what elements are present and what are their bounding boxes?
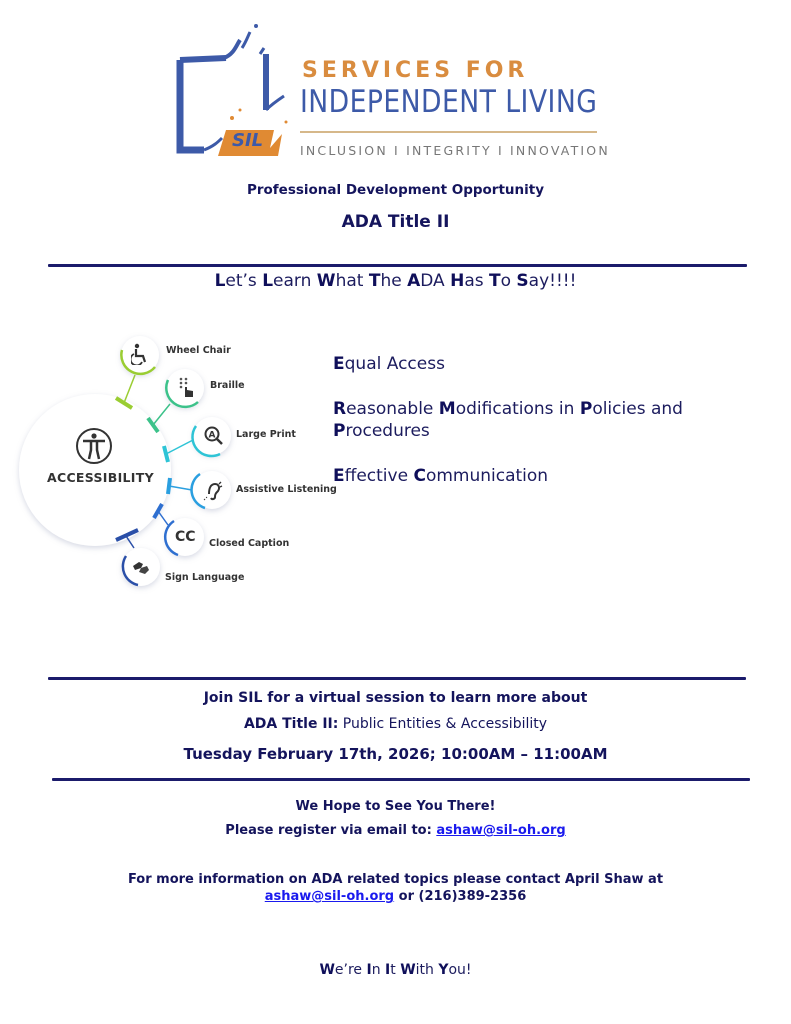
- sign-language-icon: [131, 558, 151, 576]
- diagram-label-sign-language: Sign Language: [165, 572, 245, 583]
- slogan-word: ADA: [407, 271, 451, 291]
- logo-line-independent-living: INDEPENDENT LIVING: [300, 84, 598, 120]
- sil-logo: [174, 18, 610, 163]
- slogan-word: Has: [450, 271, 489, 291]
- session-datetime: Tuesday February 17th, 2026; 10:00AM – 11:00AM: [183, 745, 608, 763]
- contact-line-2: [0, 889, 791, 904]
- magnifier-icon: [202, 425, 224, 447]
- slogan-word: Let’s: [214, 271, 263, 291]
- contact-phone: or (216)389-2356: [394, 889, 527, 904]
- topic-equal-access: Equal Access: [333, 354, 445, 374]
- contact-email-link[interactable]: ashaw@sil-oh.org: [264, 889, 395, 904]
- svg-text:SIL: SIL: [232, 130, 264, 151]
- slogan: [0, 271, 791, 291]
- slogan-word: What: [316, 271, 369, 291]
- logo-divider: [300, 131, 597, 133]
- svg-text:A: A: [208, 430, 216, 441]
- session-topic: ADA Title II: Public Entities & Accessibility: [243, 716, 548, 732]
- hope-text: We Hope to See You There!: [295, 799, 496, 814]
- accessibility-label: ACCESSIBILITY: [47, 470, 154, 485]
- slogan-word: To: [489, 271, 517, 291]
- diagram-label-braille: Braille: [210, 380, 245, 391]
- subtitle: Professional Development Opportunity: [246, 182, 545, 198]
- footer-slogan: We’re In It With You!: [319, 962, 472, 978]
- register-email-link[interactable]: ashaw@sil-oh.org: [436, 823, 566, 838]
- sil-logo-mark-icon: [174, 18, 299, 163]
- accessibility-diagram: [0, 330, 337, 600]
- topic-effective-communication: Effective Communication: [333, 466, 549, 486]
- braille-icon: [177, 377, 195, 399]
- logo-tagline: INCLUSION I INTEGRITY I INNOVATION: [300, 143, 610, 158]
- register-line: Please register via email to: ashaw@sil-oh.org: [225, 823, 566, 838]
- wheelchair-icon: [131, 343, 149, 365]
- diagram-label-closed-caption: Closed Caption: [209, 538, 290, 549]
- cc-icon: CC: [175, 529, 196, 545]
- diagram-label-assistive-listening: Assistive Listening: [236, 484, 337, 495]
- contact-line: For more information on ADA related topics please contact April Shaw at: [127, 872, 664, 887]
- slogan-word: Say!!!!: [516, 271, 577, 291]
- universal-access-icon: [74, 426, 114, 466]
- divider-session-top: [48, 677, 746, 680]
- hearing-icon: [202, 480, 224, 502]
- session-intro: Join SIL for a virtual session to learn more about: [203, 690, 588, 706]
- diagram-graphics: [0, 330, 330, 600]
- diagram-label-large-print: Large Print: [236, 429, 296, 440]
- slogan-word: Learn: [262, 271, 317, 291]
- page-title: ADA Title II: [341, 212, 450, 232]
- divider-session-bottom: [52, 778, 750, 781]
- topic-reasonable-modifications: Reasonable Modifications in Policies and Procedures: [333, 399, 683, 441]
- divider-top: [48, 264, 747, 267]
- diagram-label-wheel-chair: Wheel Chair: [166, 345, 231, 356]
- logo-line-services-for: SERVICES FOR: [302, 58, 529, 83]
- slogan-word: The: [368, 271, 408, 291]
